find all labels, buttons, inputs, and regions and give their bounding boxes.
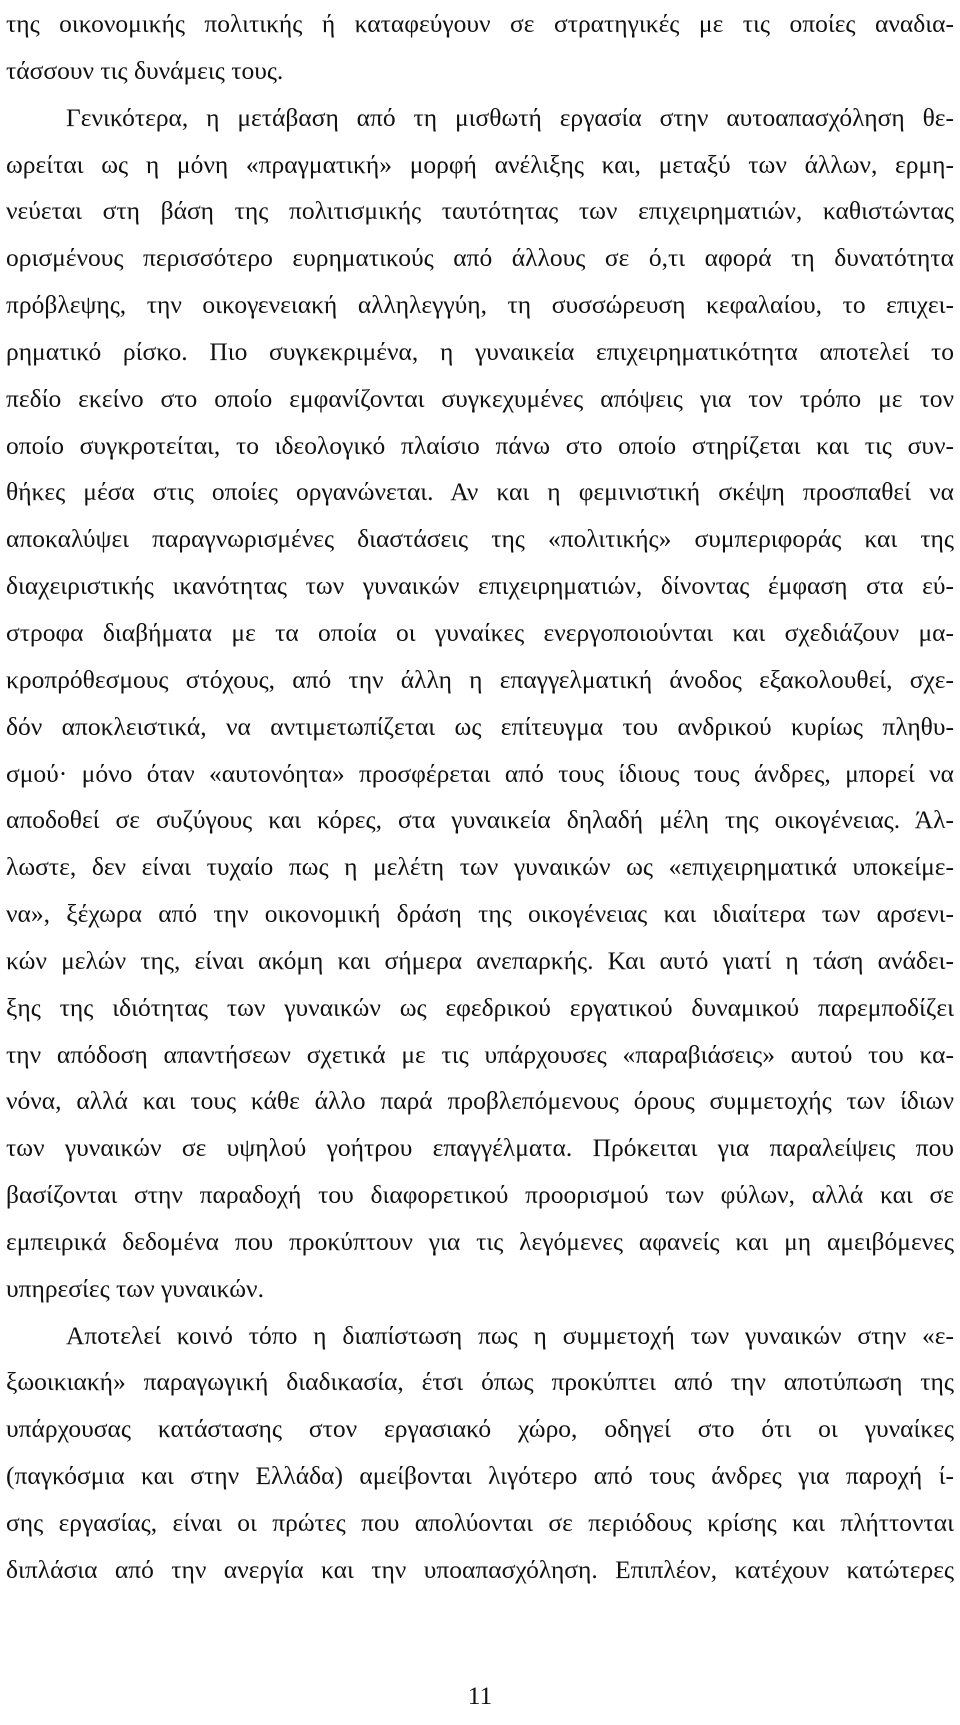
text-line: να», ξέχωρα από την οικονομική δράση της οικογένειας και ιδιαίτερα των αρσενι- (6, 899, 954, 929)
text-line: της οικονομικής πολιτικής ή καταφεύγουν σε στρατηγικές με τις οποίες αναδια- (6, 9, 954, 38)
text-line: λωστε, δεν είναι τυχαίο πως η μελέτη των γυναικών ως «επιχειρηματικά υποκείμε- (6, 852, 954, 882)
text-line: κροπρόθεσμους στόχους, από την άλλη η επαγγελματική άνοδος εξακολουθεί, σχε- (6, 664, 954, 694)
text-line: την απόδοση απαντήσεων σχετικά με τις υπάρχουσες «παραβιάσεις» αυτού του κα- (6, 1039, 954, 1069)
text-line: Γενικότερα, η μετάβαση από τη μισθωτή εργασία στην αυτοαπασχόληση θε- (66, 102, 954, 132)
text-line: νόνα, αλλά και τους κάθε άλλο παρά προβλεπόμενους όρους συμμετοχής των ίδιων (6, 1086, 954, 1116)
text-line: υπάρχουσας κατάστασης στον εργασιακό χώρο, οδηγεί στο ότι οι γυναίκες (6, 1414, 954, 1444)
text-line: ωρείται ως η μόνη «πραγματική» μορφή ανέλιξης και, μεταξύ των άλλων, ερμη- (6, 149, 954, 179)
text-line: αποδοθεί σε συζύγους και κόρες, στα γυναικεία δηλαδή μέλη της οικογένειας. Άλ- (6, 805, 954, 835)
text-line: ορισμένους περισσότερο ευρηματικούς από άλλους σε ό,τι αφορά τη δυνατότητα (6, 243, 954, 273)
text-line: (παγκόσμια και στην Ελλάδα) αμείβονται λιγότερο από τους άνδρες για παροχή ί- (6, 1461, 954, 1491)
text-line: στροφα διαβήματα με τα οποία οι γυναίκες ενεργοποιούνται και σχεδιάζουν μα- (6, 617, 954, 647)
text-line: ξωοικιακή» παραγωγική διαδικασία, έτσι όπως προκύπτει από την αποτύπωση της (6, 1367, 954, 1397)
text-line: βασίζονται στην παραδοχή του διαφορετικού προορισμού των φύλων, αλλά και σε (6, 1180, 954, 1210)
text-line: δόν αποκλειστικά, να αντιμετωπίζεται ως επίτευγμα του ανδρικού κυρίως πληθυ- (6, 711, 954, 741)
body-text (6, 1, 954, 1594)
text-line: διαχειριστικής ικανότητας των γυναικών επιχειρηματιών, δίνοντας έμφαση στα εύ- (6, 571, 954, 601)
text-line: σμού· μόνο όταν «αυτονόητα» προσφέρεται από τους ίδιους τους άνδρες, μπορεί να (6, 758, 954, 788)
text-line: διπλάσια από την ανεργία και την υποαπασχόληση. Επιπλέον, κατέχουν κατώτερες (6, 1554, 954, 1584)
text-line: οποίο συγκροτείται, το ιδεολογικό πλαίσιο πάνω στο οποίο στηρίζεται και τις συν- (6, 430, 954, 460)
text-line: ξης της ιδιότητας των γυναικών ως εφεδρικού εργατικού δυναμικού παρεμποδίζει (6, 992, 954, 1022)
text-line: υπηρεσίες των γυναικών. (6, 1273, 264, 1303)
text-line: πρόβλεψης, την οικογενειακή αλληλεγγύη, τη συσσώρευση κεφαλαίου, το επιχει- (6, 290, 954, 320)
text-line: θήκες μέσα στις οποίες οργανώνεται. Αν και η φεμινιστική σκέψη προσπαθεί να (6, 477, 954, 507)
page-number: 11 (467, 1681, 493, 1710)
text-line: σης εργασίας, είναι οι πρώτες που απολύονται σε περιόδους κρίσης και πλήττονται (6, 1508, 954, 1537)
text-line: ρηματικό ρίσκο. Πιο συγκεκριμένα, η γυναικεία επιχειρηματικότητα αποτελεί το (6, 336, 954, 366)
text-line: τάσσουν τις δυνάμεις τους. (6, 55, 284, 85)
text-line: πεδίο εκείνο στο οποίο εμφανίζονται συγκεχυμένες απόψεις για τον τρόπο με τον (6, 383, 954, 413)
text-line: αποκαλύψει παραγνωρισμένες διαστάσεις της «πολιτικής» συμπεριφοράς και της (6, 524, 954, 554)
text-line: κών μελών της, είναι ακόμη και σήμερα ανεπαρκής. Και αυτό γιατί η τάση ανάδει- (6, 945, 954, 975)
text-line: των γυναικών σε υψηλού γοήτρου επαγγέλματα. Πρόκειται για παραλείψεις που (6, 1133, 954, 1163)
text-line: εμπειρικά δεδομένα που προκύπτουν για τις λεγόμενες αφανείς και μη αμειβόμενες (6, 1226, 954, 1256)
text-line: Αποτελεί κοινό τόπο η διαπίστωση πως η συμμετοχή των γυναικών στην «ε- (66, 1320, 954, 1350)
text-line: νεύεται στη βάση της πολιτισμικής ταυτότητας των επιχειρηματιών, καθιστώντας (6, 196, 954, 226)
